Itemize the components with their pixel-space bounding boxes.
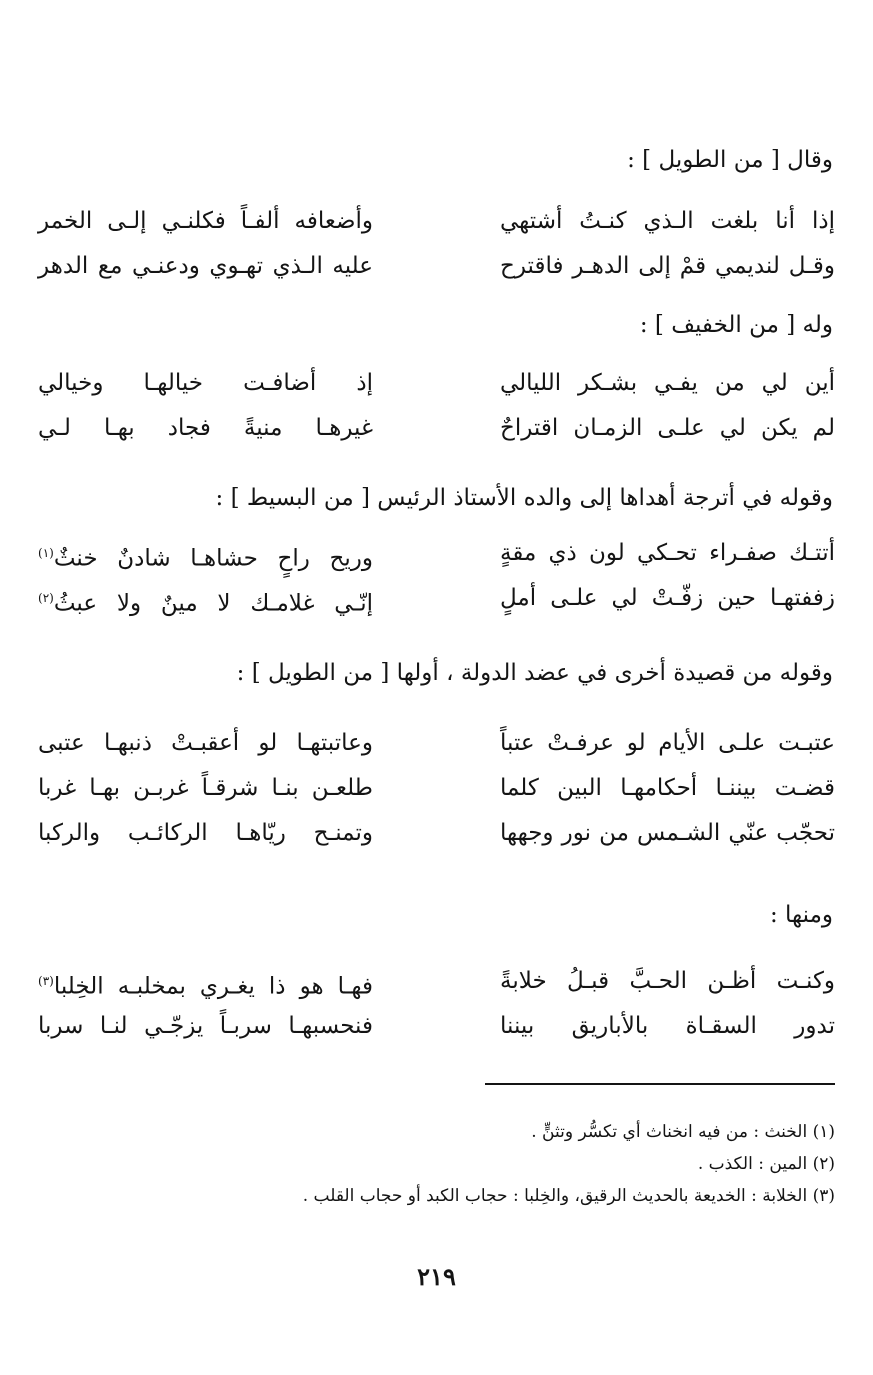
verse-first-hemistich: زففتهـا حين زفّـتْ لي علـى أملٍ bbox=[500, 585, 835, 611]
verse-line bbox=[38, 725, 835, 761]
verse-line bbox=[38, 248, 835, 284]
verse-first-hemistich: وقـل لنديمي قمْ إلى الدهـر فاقترح bbox=[500, 253, 835, 279]
verse-first-hemistich: أين لي من يفـي بشـكر الليالي bbox=[500, 370, 835, 396]
verse-second-hemistich bbox=[38, 535, 373, 577]
verse-first-hemistich: أتتـك صفـراء تحـكي لون ذي مقةٍ bbox=[500, 540, 835, 566]
verse-line bbox=[38, 770, 835, 806]
section-intro: وقال [ من الطويل ] : bbox=[627, 147, 833, 173]
verse-line bbox=[38, 535, 835, 571]
verse-first-hemistich: عتبـت علـى الأيام لو عرفـتْ عتباً bbox=[500, 730, 835, 756]
page-number: ٢١٩ bbox=[417, 1262, 456, 1291]
verse-first-hemistich: لم يكن لي علـى الزمـان اقتراحٌ bbox=[500, 415, 835, 441]
footnote: (٣) الخلابة : الخديعة بالحديث الرقيق، والخِلبا : حجاب الكبد أو حجاب القلب . bbox=[302, 1186, 835, 1206]
verse-line bbox=[38, 963, 835, 999]
verse-line bbox=[38, 410, 835, 446]
footnote-ref: (٣) bbox=[38, 974, 54, 988]
footnote-ref: (٢) bbox=[38, 591, 54, 605]
hemistich-text: إنّـي غلامـك لا مينٌ ولا عبثُ bbox=[53, 590, 373, 617]
verse-second-hemistich bbox=[38, 963, 373, 1005]
section-intro: وله [ من الخفيف ] : bbox=[639, 312, 833, 338]
verse-line bbox=[38, 1008, 835, 1044]
hemistich-text: فهـا هو ذا يغـري بمخلبـه الخِلبا bbox=[53, 973, 373, 1000]
verse-second-hemistich: وعاتبتهـا لو أعقبـتْ ذنبهـا عتبى bbox=[38, 730, 373, 756]
verse-second-hemistich: طلعـن بنـا شرقـاً غربـن بهـا غربا bbox=[38, 775, 373, 801]
verse-second-hemistich: غيرهـا منيةً فجاد بهـا لـي bbox=[38, 415, 373, 441]
verse-first-hemistich: إذا أنا بلغت الـذي كنـتُ أشتهي bbox=[500, 208, 835, 234]
footnote-divider bbox=[485, 1083, 835, 1085]
section-intro: وقوله من قصيدة أخرى في عضد الدولة ، أولها [ من الطويل ] : bbox=[236, 660, 833, 686]
verse-first-hemistich: تدور السقـاة بالأباريق بيننا bbox=[500, 1013, 835, 1039]
verse-second-hemistich: وتمنـح ريّاهـا الركائـب والركبا bbox=[38, 820, 373, 846]
verse-second-hemistich: فنحسبهـا سربـاً يزجّـي لنـا سربا bbox=[38, 1013, 373, 1039]
section-intro: ومنها : bbox=[769, 902, 833, 928]
verse-second-hemistich: عليه الـذي تهـوي ودعنـي مع الدهر bbox=[38, 253, 373, 279]
section-intro: وقوله في أترجة أهداها إلى والده الأستاذ الرئيس [ من البسيط ] : bbox=[215, 485, 833, 511]
footnote: (٢) المين : الكذب . bbox=[697, 1154, 835, 1174]
verse-second-hemistich: إذ أضافـت خيالهـا وخيالي bbox=[38, 370, 373, 396]
verse-first-hemistich: قضـت بيننـا أحكامهـا البين كلما bbox=[500, 775, 835, 801]
hemistich-text: وريح راحٍ حشاهـا شادنٌ خنثٌ bbox=[53, 545, 373, 572]
verse-first-hemistich: وكنـت أظـن الحـبَّ قبـلُ خلابةً bbox=[500, 968, 835, 994]
verse-second-hemistich: وأضعافه ألفـاً فكلنـي إلـى الخمر bbox=[38, 208, 373, 234]
verse-line bbox=[38, 203, 835, 239]
verse-line bbox=[38, 815, 835, 851]
verse-line bbox=[38, 365, 835, 401]
footnote: (١) الخنث : من فيه انخناث أي تكسُّر وتثنٍّ . bbox=[531, 1122, 835, 1142]
verse-first-hemistich: تحجّب عنّي الشـمس من نور وجهها bbox=[500, 820, 835, 846]
verse-second-hemistich bbox=[38, 580, 373, 622]
verse-line bbox=[38, 580, 835, 616]
footnote-ref: (١) bbox=[38, 546, 54, 560]
